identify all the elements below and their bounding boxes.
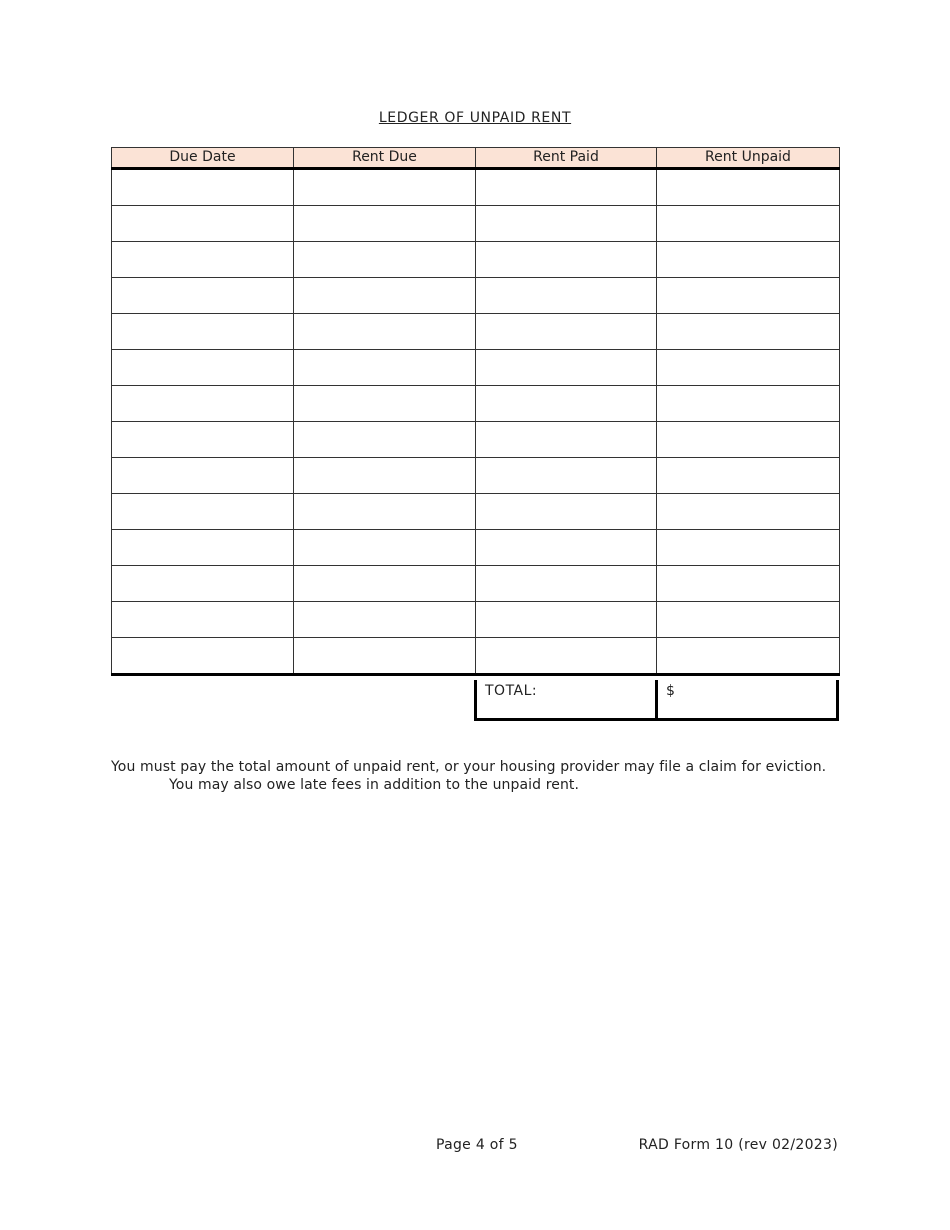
table-row: [112, 458, 840, 494]
cell-rent-due[interactable]: [294, 422, 476, 458]
column-header-due-date: Due Date: [112, 148, 294, 169]
cell-rent-due[interactable]: [294, 206, 476, 242]
cell-due-date[interactable]: [112, 242, 294, 278]
cell-due-date[interactable]: [112, 638, 294, 675]
cell-rent-paid[interactable]: [476, 422, 657, 458]
cell-rent-unpaid[interactable]: [657, 422, 840, 458]
cell-rent-due[interactable]: [294, 169, 476, 206]
page-number: Page 4 of 5: [436, 1137, 518, 1153]
table-row: [112, 169, 840, 206]
cell-due-date[interactable]: [112, 314, 294, 350]
cell-rent-due[interactable]: [294, 638, 476, 675]
cell-due-date[interactable]: [112, 350, 294, 386]
cell-rent-paid[interactable]: [476, 350, 657, 386]
cell-rent-paid[interactable]: [476, 530, 657, 566]
cell-rent-paid[interactable]: [476, 638, 657, 675]
cell-rent-due[interactable]: [294, 386, 476, 422]
column-header-rent-due: Rent Due: [294, 148, 476, 169]
cell-rent-paid[interactable]: [476, 566, 657, 602]
cell-rent-due[interactable]: [294, 494, 476, 530]
cell-due-date[interactable]: [112, 494, 294, 530]
table-row: [112, 638, 840, 675]
page-title: LEDGER OF UNPAID RENT: [378, 110, 572, 126]
cell-due-date[interactable]: [112, 169, 294, 206]
table-row: [112, 314, 840, 350]
cell-rent-unpaid[interactable]: [657, 602, 840, 638]
table-row: [112, 350, 840, 386]
cell-rent-unpaid[interactable]: [657, 314, 840, 350]
table-row: [112, 278, 840, 314]
table-row: [112, 566, 840, 602]
cell-rent-unpaid[interactable]: [657, 242, 840, 278]
cell-rent-due[interactable]: [294, 566, 476, 602]
cell-rent-paid[interactable]: [476, 314, 657, 350]
table-row: [112, 206, 840, 242]
cell-due-date[interactable]: [112, 278, 294, 314]
cell-rent-due[interactable]: [294, 278, 476, 314]
eviction-notice-text: You must pay the total amount of unpaid rent, or your housing provider may file a claim for eviction. You may also owe late fees in addition to the unpaid rent.: [111, 759, 827, 793]
cell-rent-paid[interactable]: [476, 458, 657, 494]
cell-rent-paid[interactable]: [476, 602, 657, 638]
cell-rent-paid[interactable]: [476, 494, 657, 530]
cell-due-date[interactable]: [112, 458, 294, 494]
total-amount-field[interactable]: $: [655, 680, 836, 718]
cell-rent-unpaid[interactable]: [657, 278, 840, 314]
total-label: TOTAL:: [485, 683, 538, 699]
ledger-table: [111, 147, 840, 676]
cell-rent-paid[interactable]: [476, 169, 657, 206]
cell-rent-paid[interactable]: [476, 278, 657, 314]
cell-rent-unpaid[interactable]: [657, 386, 840, 422]
table-row: [112, 602, 840, 638]
header-row: [112, 148, 840, 169]
table-row: [112, 386, 840, 422]
column-header-rent-paid: Rent Paid: [476, 148, 657, 169]
cell-due-date[interactable]: [112, 602, 294, 638]
cell-rent-due[interactable]: [294, 242, 476, 278]
cell-rent-due[interactable]: [294, 314, 476, 350]
cell-rent-due[interactable]: [294, 530, 476, 566]
cell-rent-unpaid[interactable]: [657, 169, 840, 206]
cell-rent-unpaid[interactable]: [657, 458, 840, 494]
cell-rent-unpaid[interactable]: [657, 206, 840, 242]
cell-due-date[interactable]: [112, 530, 294, 566]
cell-rent-paid[interactable]: [476, 242, 657, 278]
table-row: [112, 422, 840, 458]
cell-rent-due[interactable]: [294, 350, 476, 386]
cell-rent-unpaid[interactable]: [657, 530, 840, 566]
total-row: [474, 680, 839, 721]
table-row: [112, 242, 840, 278]
cell-rent-unpaid[interactable]: [657, 494, 840, 530]
table-row: [112, 530, 840, 566]
cell-rent-due[interactable]: [294, 458, 476, 494]
cell-rent-unpaid[interactable]: [657, 350, 840, 386]
cell-rent-paid[interactable]: [476, 206, 657, 242]
cell-due-date[interactable]: [112, 386, 294, 422]
cell-due-date[interactable]: [112, 206, 294, 242]
cell-rent-due[interactable]: [294, 602, 476, 638]
cell-rent-unpaid[interactable]: [657, 566, 840, 602]
table-row: [112, 494, 840, 530]
cell-due-date[interactable]: [112, 566, 294, 602]
cell-rent-unpaid[interactable]: [657, 638, 840, 675]
cell-rent-paid[interactable]: [476, 386, 657, 422]
cell-due-date[interactable]: [112, 422, 294, 458]
form-identifier: RAD Form 10 (rev 02/2023): [638, 1137, 838, 1153]
column-header-rent-unpaid: Rent Unpaid: [657, 148, 840, 169]
